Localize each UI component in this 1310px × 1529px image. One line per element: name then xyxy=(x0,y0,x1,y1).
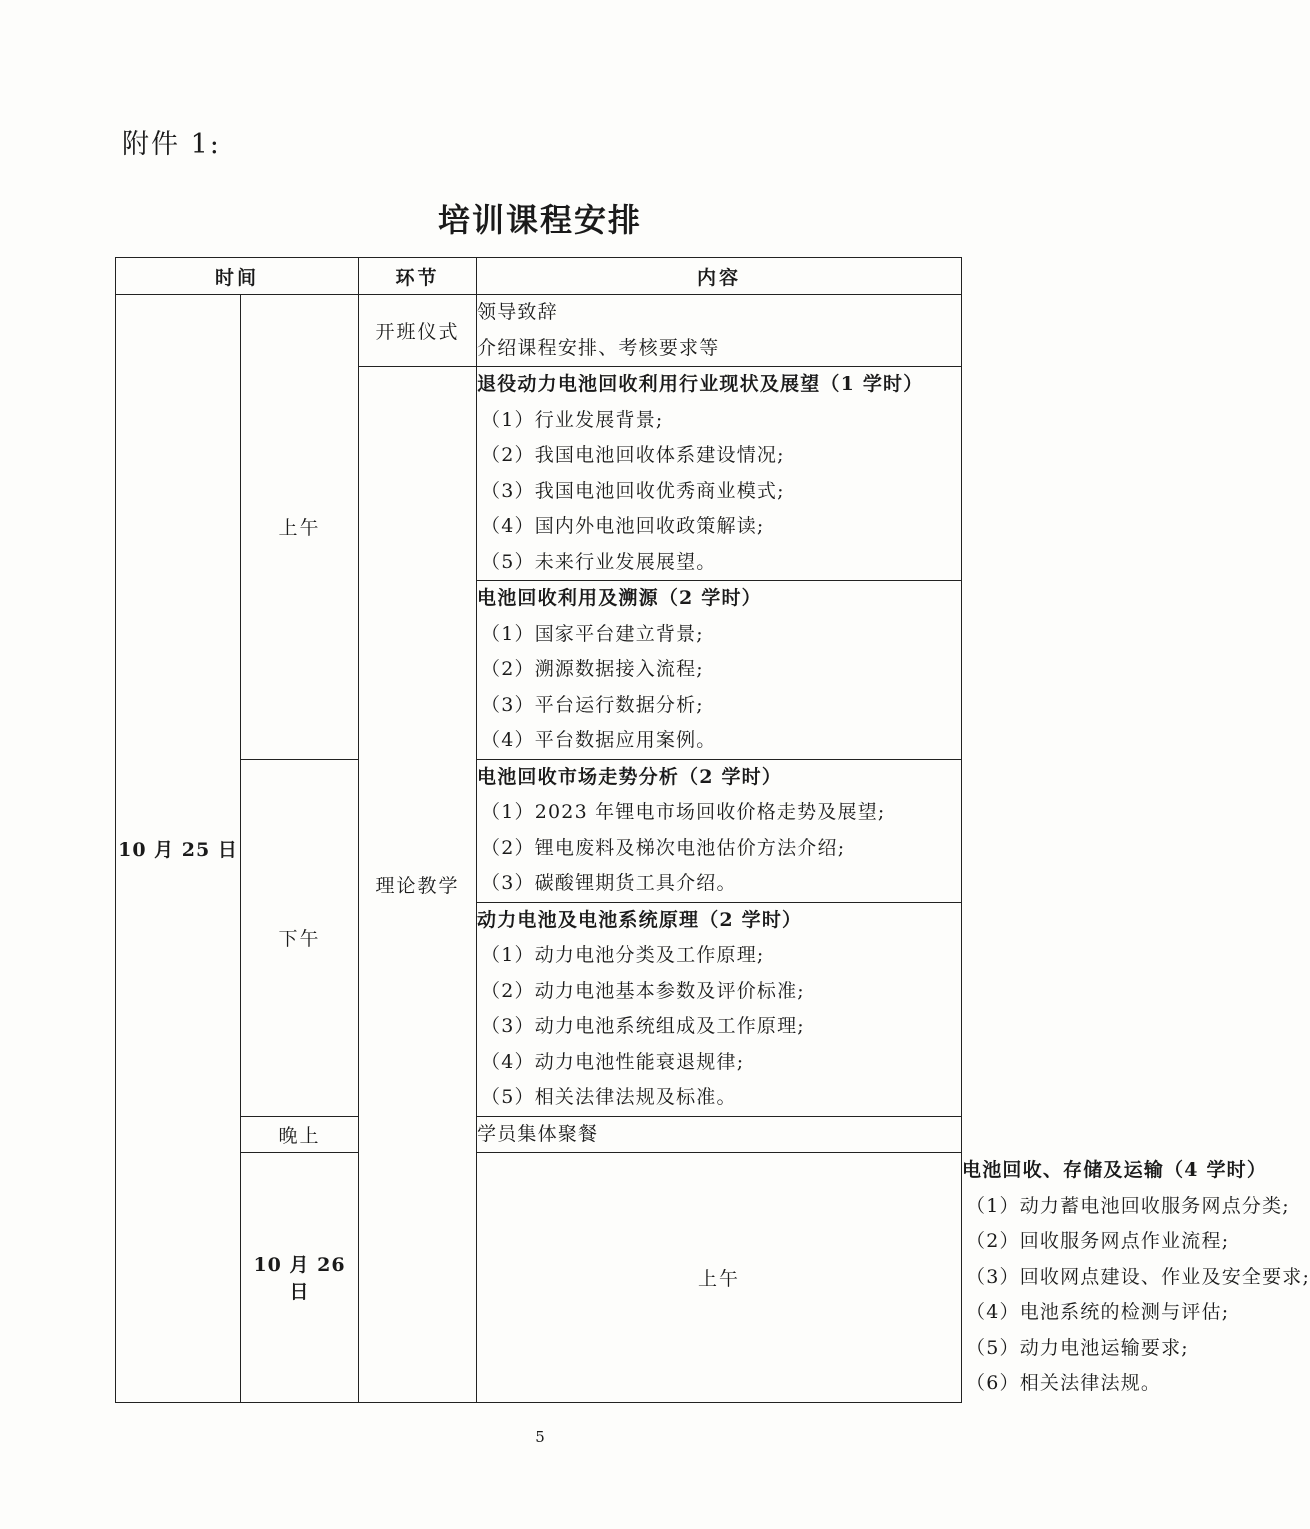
module-item: （6）相关法律法规。 xyxy=(966,1372,1162,1394)
module-item: （3）回收网点建设、作业及安全要求; xyxy=(966,1265,1310,1288)
date-cell: 10 月 26 日 xyxy=(241,1153,359,1403)
module-item: （2）回收服务网点作业流程; xyxy=(966,1230,1230,1252)
section-cell: 开班仪式 xyxy=(359,295,477,367)
module-item: （1）2023 年锂电市场回收价格走势及展望; xyxy=(481,801,886,823)
section-cell: 理论教学 xyxy=(359,367,477,1403)
module-item: （4）平台数据应用案例。 xyxy=(481,729,717,751)
content-line: 领导致辞 xyxy=(477,301,558,323)
module-item: （1）行业发展背景; xyxy=(481,408,664,431)
module-heading: 电池回收市场走势分析（2 学时） xyxy=(477,765,783,788)
module-item: （3）我国电池回收优秀商业模式; xyxy=(481,479,785,502)
content-cell xyxy=(477,1116,962,1153)
table-row xyxy=(116,1116,962,1153)
table-row xyxy=(116,759,962,902)
date-cell: 10 月 25 日 xyxy=(116,295,241,1403)
table-row xyxy=(116,295,962,367)
period-cell: 上午 xyxy=(241,295,359,760)
table-row: 10 月 26 日 上午 电池回收、存储及运输（4 学时） （1）动力蓄电池回收服务网点分类; （2）回收服务网点作业流程; （3）回收网点建设、作业及安全要求; （4）电池系统的检测与评估; （5）动力电池运输要求; （6）相关法律法规。 xyxy=(116,1153,962,1403)
header-time: 时间 xyxy=(116,258,359,295)
module-item: （5）未来行业发展展望。 xyxy=(481,550,717,573)
period-cell: 下午 xyxy=(241,759,359,1116)
period-cell: 晚上 xyxy=(241,1116,359,1153)
module-item: （5）相关法律法规及标准。 xyxy=(481,1086,737,1108)
module-item: （4）电池系统的检测与评估; xyxy=(966,1301,1230,1323)
content-cell xyxy=(477,367,962,581)
module-item: （2）溯源数据接入流程; xyxy=(481,658,704,680)
module-item: （2）锂电废料及梯次电池估价方法介绍; xyxy=(481,836,846,859)
page-number: 5 xyxy=(535,1428,545,1446)
module-heading: 退役动力电池回收利用行业现状及展望（1 学时） xyxy=(477,373,924,395)
module-heading: 电池回收利用及溯源（2 学时） xyxy=(477,587,762,609)
header-section: 环节 xyxy=(359,258,477,295)
document-title: 培训课程安排 xyxy=(437,201,642,239)
module-item: （5）动力电池运输要求; xyxy=(966,1336,1189,1359)
attachment-label: 附件 1: xyxy=(122,129,221,160)
header-content: 内容 xyxy=(477,258,962,295)
module-item: （4）动力电池性能衰退规律; xyxy=(481,1050,745,1073)
module-heading: 动力电池及电池系统原理（2 学时） xyxy=(477,908,803,931)
header-row xyxy=(116,258,962,295)
content-cell xyxy=(477,759,962,902)
period-cell: 上午 xyxy=(477,1153,962,1403)
content-cell xyxy=(477,295,962,367)
module-item: （3）平台运行数据分析; xyxy=(481,693,704,716)
module-item: （3）动力电池系统组成及工作原理; xyxy=(481,1015,805,1037)
module-item: （2）动力电池基本参数及评价标准; xyxy=(481,979,805,1002)
content-cell xyxy=(477,902,962,1116)
content-line: 介绍课程安排、考核要求等 xyxy=(477,336,720,359)
module-item: （3）碳酸锂期货工具介绍。 xyxy=(481,872,737,894)
content-cell xyxy=(477,581,962,760)
schedule-table xyxy=(115,257,1310,1403)
module-item: （4）国内外电池回收政策解读; xyxy=(481,515,765,537)
module-item: （1）动力电池分类及工作原理; xyxy=(481,944,765,966)
content-line: 学员集体聚餐 xyxy=(477,1122,599,1145)
module-item: （2）我国电池回收体系建设情况; xyxy=(481,444,785,466)
module-item: （1）动力蓄电池回收服务网点分类; xyxy=(966,1194,1290,1217)
module-item: （1）国家平台建立背景; xyxy=(481,622,704,645)
